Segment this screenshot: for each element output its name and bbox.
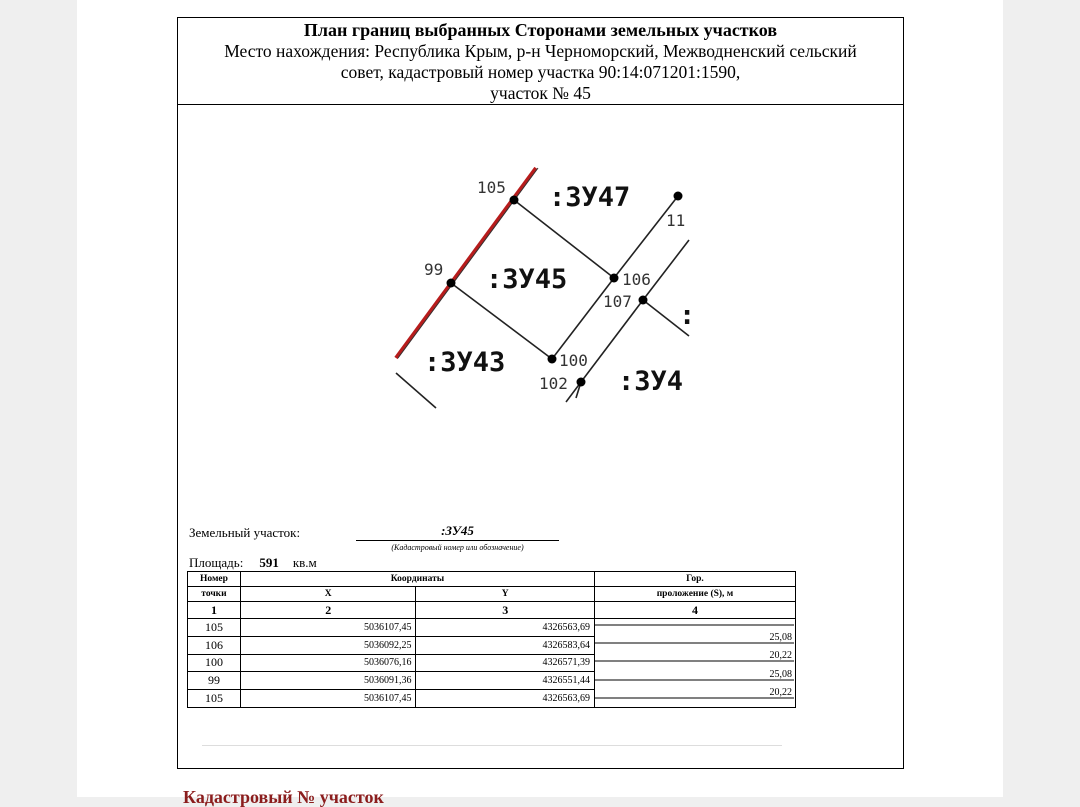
- parcel-label-zu4: :ЗУ4: [618, 366, 684, 397]
- footer-text: Кадастровый № участок: [183, 787, 384, 807]
- plan-title: План границ выбранных Сторонами земельных участков: [303, 20, 778, 40]
- point-102: [577, 378, 586, 387]
- parcel-map-svg: [396, 168, 696, 397]
- header-point-2: точки: [188, 587, 241, 602]
- plan-frame: [177, 17, 904, 769]
- header-dist-1: Гор.: [594, 572, 795, 587]
- col-number: 3: [416, 602, 595, 619]
- point-label-100: 100: [559, 351, 588, 370]
- y-cell: 4326563,69: [416, 619, 595, 637]
- point-label-107: 107: [603, 292, 632, 311]
- coordinates-table: [187, 571, 796, 708]
- point-label-11: 11: [666, 211, 686, 230]
- parcel-label-zu47: :ЗУ47: [549, 182, 631, 213]
- parcel-label: Земельный участок:: [189, 525, 301, 540]
- col-number: 2: [240, 602, 416, 619]
- area-value: 591: [259, 555, 279, 570]
- table-header-row-1: [188, 572, 796, 587]
- point-label-102: 102: [539, 374, 568, 393]
- area-label: Площадь:: [189, 555, 244, 570]
- distance-column: [594, 619, 795, 708]
- y-cell: 4326583,64: [416, 636, 595, 654]
- x-cell: 5036107,45: [240, 690, 416, 708]
- header-x: X: [240, 587, 416, 602]
- point-107: [639, 296, 648, 305]
- point-label-106: 106: [622, 270, 651, 289]
- parcel-label-partial: :: [679, 300, 696, 331]
- plan-header: [178, 18, 903, 105]
- point-label-99: 99: [424, 260, 444, 279]
- parcel-caption: (Кадастровый номер или обозначение): [391, 543, 524, 552]
- line-sw: [396, 373, 436, 408]
- boundary-edge-line: [398, 168, 538, 358]
- y-cell: 4326551,44: [416, 672, 595, 690]
- parcel-label-zu43: :ЗУ43: [424, 347, 506, 378]
- point-cell: 105: [188, 619, 241, 637]
- point-11: [674, 192, 683, 201]
- y-cell: 4326571,39: [416, 654, 595, 672]
- point-99: [447, 279, 456, 288]
- point-cell: 105: [188, 690, 241, 708]
- point-cell: 100: [188, 654, 241, 672]
- parcel-label-zu45: :ЗУ45: [486, 264, 568, 295]
- point-100: [548, 355, 557, 364]
- area-row: [189, 555, 317, 571]
- area-unit: кв.м: [292, 555, 317, 570]
- header-coords: Координаты: [240, 572, 594, 587]
- cadastral-line: совет, кадастровый номер участка 90:14:071201:1590,: [340, 62, 741, 82]
- column-numbers-row: [188, 602, 796, 619]
- header-y: Y: [416, 587, 595, 602]
- x-cell: 5036076,16: [240, 654, 416, 672]
- point-106: [610, 274, 619, 283]
- table-header-row-2: [188, 587, 796, 602]
- point-label-105: 105: [477, 178, 506, 197]
- distance-value: 25,08: [769, 632, 792, 643]
- bottom-divider: [202, 745, 782, 746]
- x-cell: 5036091,36: [240, 672, 416, 690]
- parcel-map: [396, 168, 696, 397]
- plot-number-line: участок № 45: [490, 83, 591, 103]
- distance-value: 20,22: [769, 650, 792, 661]
- table-row: [188, 619, 796, 637]
- location-line: Место нахождения: Республика Крым, р-н Черноморский, Межводненский сельский: [224, 41, 857, 61]
- parcel-value: :ЗУ45: [356, 523, 559, 541]
- point-cell: 106: [188, 636, 241, 654]
- distance-value: 20,22: [769, 687, 792, 698]
- col-number: 4: [594, 602, 795, 619]
- y-cell: 4326563,69: [416, 690, 595, 708]
- footer-cut-text: [183, 787, 473, 807]
- header-point-1: Номер: [188, 572, 241, 587]
- point-105: [510, 196, 519, 205]
- point-cell: 99: [188, 672, 241, 690]
- distance-value: 25,08: [769, 669, 792, 680]
- col-number: 1: [188, 602, 241, 619]
- header-dist-2: проложение (S), м: [594, 587, 795, 602]
- x-cell: 5036107,45: [240, 619, 416, 637]
- x-cell: 5036092,25: [240, 636, 416, 654]
- distance-grid: [595, 619, 794, 707]
